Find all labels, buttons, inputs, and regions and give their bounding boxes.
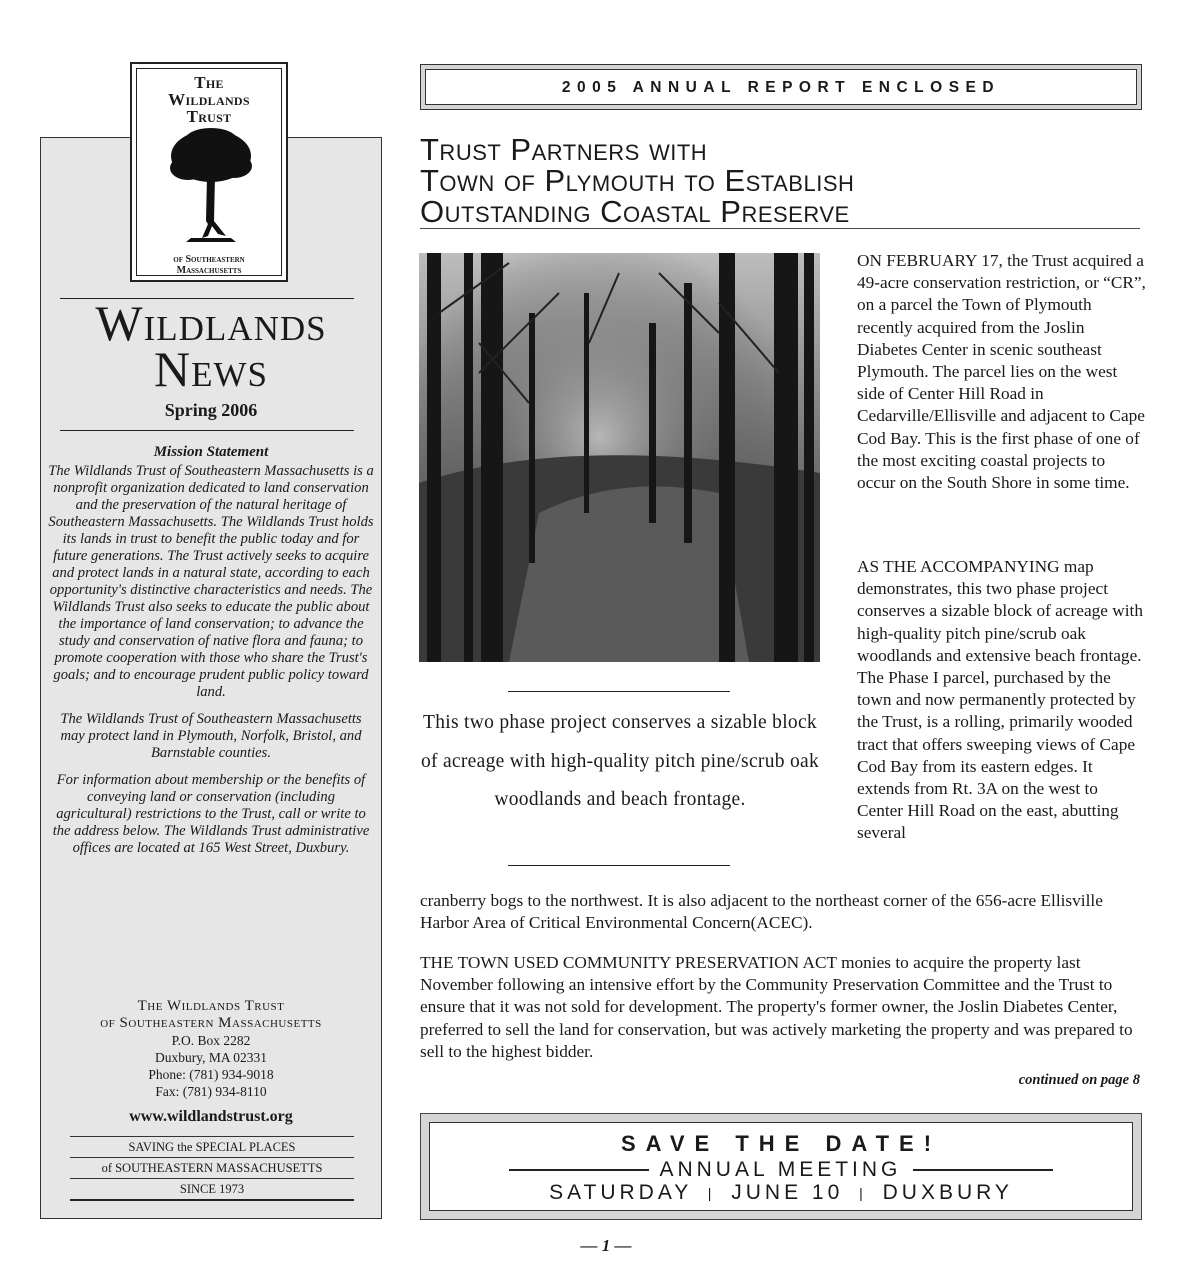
article-paragraph-2: AS THE ACCOMPANYING map demonstrates, this two phase project conserves a sizable block of acreage with high-quality pitch pine/scrub oak woodlands and extensive beach frontage. The Phase I parcel, purchased by the town and now permanently protected by the Trust, is a rolling, primarily wooded tract that offers sweeping views of Cape Cod Bay from its eastern edges. It extends from Rt. 3A on the west to Center Hill Road on the east, abutting several: [857, 557, 1143, 843]
logo-title-line: Trust: [186, 107, 232, 126]
event-rule-left: [509, 1169, 649, 1171]
tree-icon: [166, 126, 256, 244]
headline-rule: [420, 228, 1140, 229]
org-name-line2: of Southeastern Massachusetts: [100, 1015, 322, 1031]
page-number: — 1 —: [580, 1236, 632, 1255]
newsletter-title-line1: Wildlands: [95, 295, 327, 351]
mission-paragraph: The Wildlands Trust of Southeastern Massachusetts may protect land in Plymouth, Norfolk, Bristol, and Barnstable counties.: [60, 711, 362, 761]
mission-paragraph: For information about membership or the benefits of conveying land or conservation (including agricultural) restrictions to the Trust, call or write to the address below. The Wildlands Trust administrative offices are located at 165 West Street, Duxbury.: [52, 772, 370, 856]
event-rule-right: [913, 1169, 1053, 1171]
separator: |: [707, 1185, 716, 1202]
pull-quote: This two phase project conserves a sizable block of acreage with high-quality pitch pine/scrub oak woodlands and beach frontage.: [420, 712, 820, 810]
event-details: [430, 1181, 1132, 1205]
logo-subtitle-line: of Southeastern: [173, 254, 245, 265]
pullquote-rule-bottom: [508, 865, 730, 866]
mission-paragraph: The Wildlands Trust of Southeastern Massachusetts is a nonprofit organization dedicated to land conservation and the preservation of the natural heritage of Southeastern Massachusetts. The Wildlands Trust holds its lands in trust to benefit the public today and for future generations. The Trust actively seeks to acquire and protect lands in a natural state, according to each opportunity's distinctive characteristics and needs. The Wildlands Trust also seeks to educate the public about the importance of land conservation; to advance the study and conservation of native flora and fauna; to promote cooperation with those who share the Trust's goals; and to encourage prudent public policy toward land.: [48, 463, 374, 700]
forest-photo: [419, 253, 820, 662]
website-link[interactable]: www.wildlandstrust.org: [129, 1108, 293, 1125]
motto-line: SINCE 1973: [70, 1178, 354, 1201]
event-location: DUXBURY: [882, 1181, 1013, 1204]
issue-season: Spring 2006: [164, 400, 258, 420]
newsletter-title: [40, 295, 382, 397]
mission-title: Mission Statement: [153, 444, 269, 460]
save-the-date-title: SAVE THE DATE!: [620, 1131, 942, 1156]
contact-address: [40, 998, 382, 1100]
phone-number: Phone: (781) 934-9018: [148, 1067, 274, 1082]
motto-line: SAVING the SPECIAL PLACES: [70, 1136, 354, 1157]
logo-title-line: Wildlands: [168, 90, 250, 109]
city-line: Duxbury, MA 02331: [154, 1050, 267, 1065]
event-title: ANNUAL MEETING: [659, 1158, 902, 1181]
fax-number: Fax: (781) 934-8110: [155, 1084, 267, 1099]
pullquote-rule-top: [508, 691, 730, 692]
article-paragraph-1: ON FEBRUARY 17, the Trust acquired a 49-acre conservation restriction, or “CR”, on a parcel the Town of Plymouth recently acquired from the Joslin Diabetes Center in scenic southeast Plymouth. The parcel lies on the west side of Center Hill Road in Cedarville/Ellisville and adjacent to Cape Cod Bay. This is the first phase of one of the most exciting coastal projects to occur on the South Shore in some time.: [857, 251, 1146, 493]
event-name: [430, 1159, 1132, 1181]
annual-report-banner: [420, 64, 1142, 110]
event-day: SATURDAY: [549, 1181, 692, 1204]
banner-text: 2005 ANNUAL REPORT ENCLOSED: [425, 69, 1137, 105]
article-headline: [420, 134, 1140, 227]
article-paragraph-3: cranberry bogs to the northwest. It is also adjacent to the northeast corner of the 656-acre Ellisville Harbor Area of Critical Environmental Concern(ACEC).: [420, 891, 1103, 933]
mission-statement: [48, 444, 374, 867]
logo-title-line: The: [194, 73, 224, 92]
headline-line: Outstanding Coastal Preserve: [420, 194, 850, 229]
separator: |: [859, 1185, 867, 1202]
logo: [130, 62, 288, 282]
event-date: JUNE 10: [731, 1181, 844, 1204]
po-box: P.O. Box 2282: [171, 1033, 251, 1048]
continued-note: continued on page 8: [1018, 1072, 1140, 1088]
motto-line: of SOUTHEASTERN MASSACHUSETTS: [70, 1157, 354, 1178]
org-name: The Wildlands Trust: [137, 998, 285, 1014]
logo-subtitle: [132, 254, 286, 276]
headline-line: Town of Plymouth to Establish: [420, 163, 855, 198]
save-the-date-inner: [429, 1122, 1133, 1211]
logo-subtitle-line: Massachusetts: [176, 265, 242, 276]
save-the-date-box: [420, 1113, 1142, 1220]
headline-line: Trust Partners with: [420, 132, 708, 167]
newsletter-title-line2: News: [154, 341, 268, 397]
motto-block: [70, 1136, 354, 1201]
masthead-rule-bottom: [60, 430, 354, 431]
logo-title: [132, 74, 286, 125]
article-paragraph-4: THE TOWN USED COMMUNITY PRESERVATION ACT monies to acquire the property last November following an intensive effort by the Community Preservation Committee and the Trust to ensure that it was not sold for development. The property's former owner, the Joslin Diabetes Center, preferred to sell the land for conservation, but was actively marketing the property and was prepared to sell to the highest bidder.: [420, 953, 1133, 1061]
